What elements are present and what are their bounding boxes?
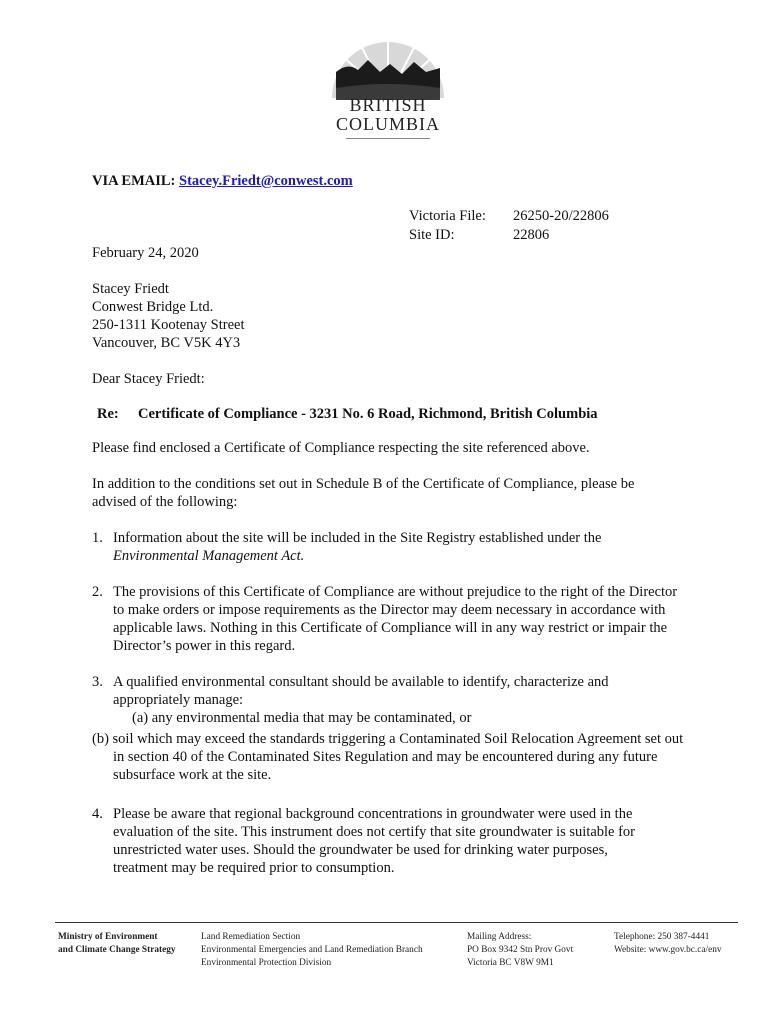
footer-mail-label: Mailing Address:	[467, 932, 532, 942]
item-1-line-1: Information about the site will be included in the Site Registry established under the	[113, 530, 602, 546]
re-subject: Certificate of Compliance - 3231 No. 6 Road, Richmond, British Columbia	[138, 406, 598, 422]
item-2-line-4: Director’s power in this regard.	[113, 638, 296, 654]
footer-section-line-3: Environmental Protection Division	[201, 958, 332, 968]
item-2-line-3: applicable laws. Nothing in this Certificate of Compliance will in any way restrict or impair the	[113, 620, 668, 636]
item-4-line-3: unrestricted water uses. Should the groundwater be used for drinking water purposes,	[113, 842, 608, 858]
footer-mail-city: Victoria BC V8W 9M1	[467, 958, 554, 968]
re-label: Re:	[97, 406, 119, 422]
item-3-sub-b-line-1: (b) soil which may exceed the standards triggering a Contaminated Soil Relocation Agreement set out	[92, 731, 684, 747]
item-3-number: 3.	[92, 674, 103, 690]
letter-date: February 24, 2020	[92, 245, 199, 261]
logo-wordmark	[328, 96, 448, 134]
sun-mountains-icon	[328, 32, 448, 102]
item-2-line-2: to make orders or impose requirements as the Director may deem necessary in accordance with	[113, 602, 666, 618]
item-1-line-2: Environmental Management Act.	[113, 548, 305, 564]
logo-rule	[346, 138, 430, 139]
footer-ministry-line-1: Ministry of Environment	[58, 932, 158, 942]
via-email-label: VIA EMAIL:	[92, 173, 176, 189]
intro-paragraph: Please find enclosed a Certificate of Compliance respecting the site referenced above.	[92, 440, 590, 456]
site-id-value: 22806	[513, 227, 550, 243]
email-link[interactable]: Stacey.Friedt@conwest.com	[179, 173, 353, 189]
footer-telephone: Telephone: 250 387-4441	[614, 932, 710, 942]
conditions-paragraph-line-2: advised of the following:	[92, 494, 238, 510]
via-email-line	[92, 172, 353, 191]
item-3-line-2: appropriately manage:	[113, 692, 244, 708]
footer-rule	[55, 922, 738, 923]
item-4-number: 4.	[92, 806, 103, 822]
item-3-sub-b-line-2: in section 40 of the Contaminated Sites Regulation and may be encountered during any future	[113, 749, 658, 765]
logo-line-1: BRITISH	[349, 95, 427, 115]
recipient-name: Stacey Friedt	[92, 281, 169, 297]
item-2-line-1: The provisions of this Certificate of Compliance are without prejudice to the right of the Director	[113, 584, 678, 600]
recipient-city: Vancouver, BC V5K 4Y3	[92, 335, 241, 351]
item-1-number: 1.	[92, 530, 103, 546]
item-4-line-2: evaluation of the site. This instrument does not certify that site groundwater is suitable for	[113, 824, 636, 840]
item-4-line-4: treatment may be required prior to consumption.	[113, 860, 395, 876]
item-3-line-1: A qualified environmental consultant should be available to identify, characterize and	[113, 674, 609, 690]
item-4-line-1: Please be aware that regional background concentrations in groundwater were used in the	[113, 806, 633, 822]
recipient-street: 250-1311 Kootenay Street	[92, 317, 245, 333]
item-3-sub-a: (a) any environmental media that may be contaminated, or	[132, 710, 472, 726]
conditions-paragraph-line-1: In addition to the conditions set out in Schedule B of the Certificate of Compliance, please be	[92, 476, 635, 492]
item-3-sub-b-line-3: subsurface work at the site.	[113, 767, 272, 783]
footer-ministry-line-2: and Climate Change Strategy	[58, 945, 176, 955]
victoria-file-label: Victoria File:	[409, 208, 486, 224]
recipient-company: Conwest Bridge Ltd.	[92, 299, 214, 315]
item-2-number: 2.	[92, 584, 103, 600]
salutation: Dear Stacey Friedt:	[92, 371, 205, 387]
footer-section-line-2: Environmental Emergencies and Land Remediation Branch	[201, 945, 423, 955]
footer-section-line-1: Land Remediation Section	[201, 932, 301, 942]
site-id-label: Site ID:	[409, 227, 455, 243]
footer-website[interactable]: Website: www.gov.bc.ca/env	[614, 945, 722, 955]
logo-line-2: COLUMBIA	[335, 114, 440, 134]
footer-mail-po-box: PO Box 9342 Stn Prov Govt	[467, 945, 574, 955]
victoria-file-value: 26250-20/22806	[513, 208, 609, 224]
